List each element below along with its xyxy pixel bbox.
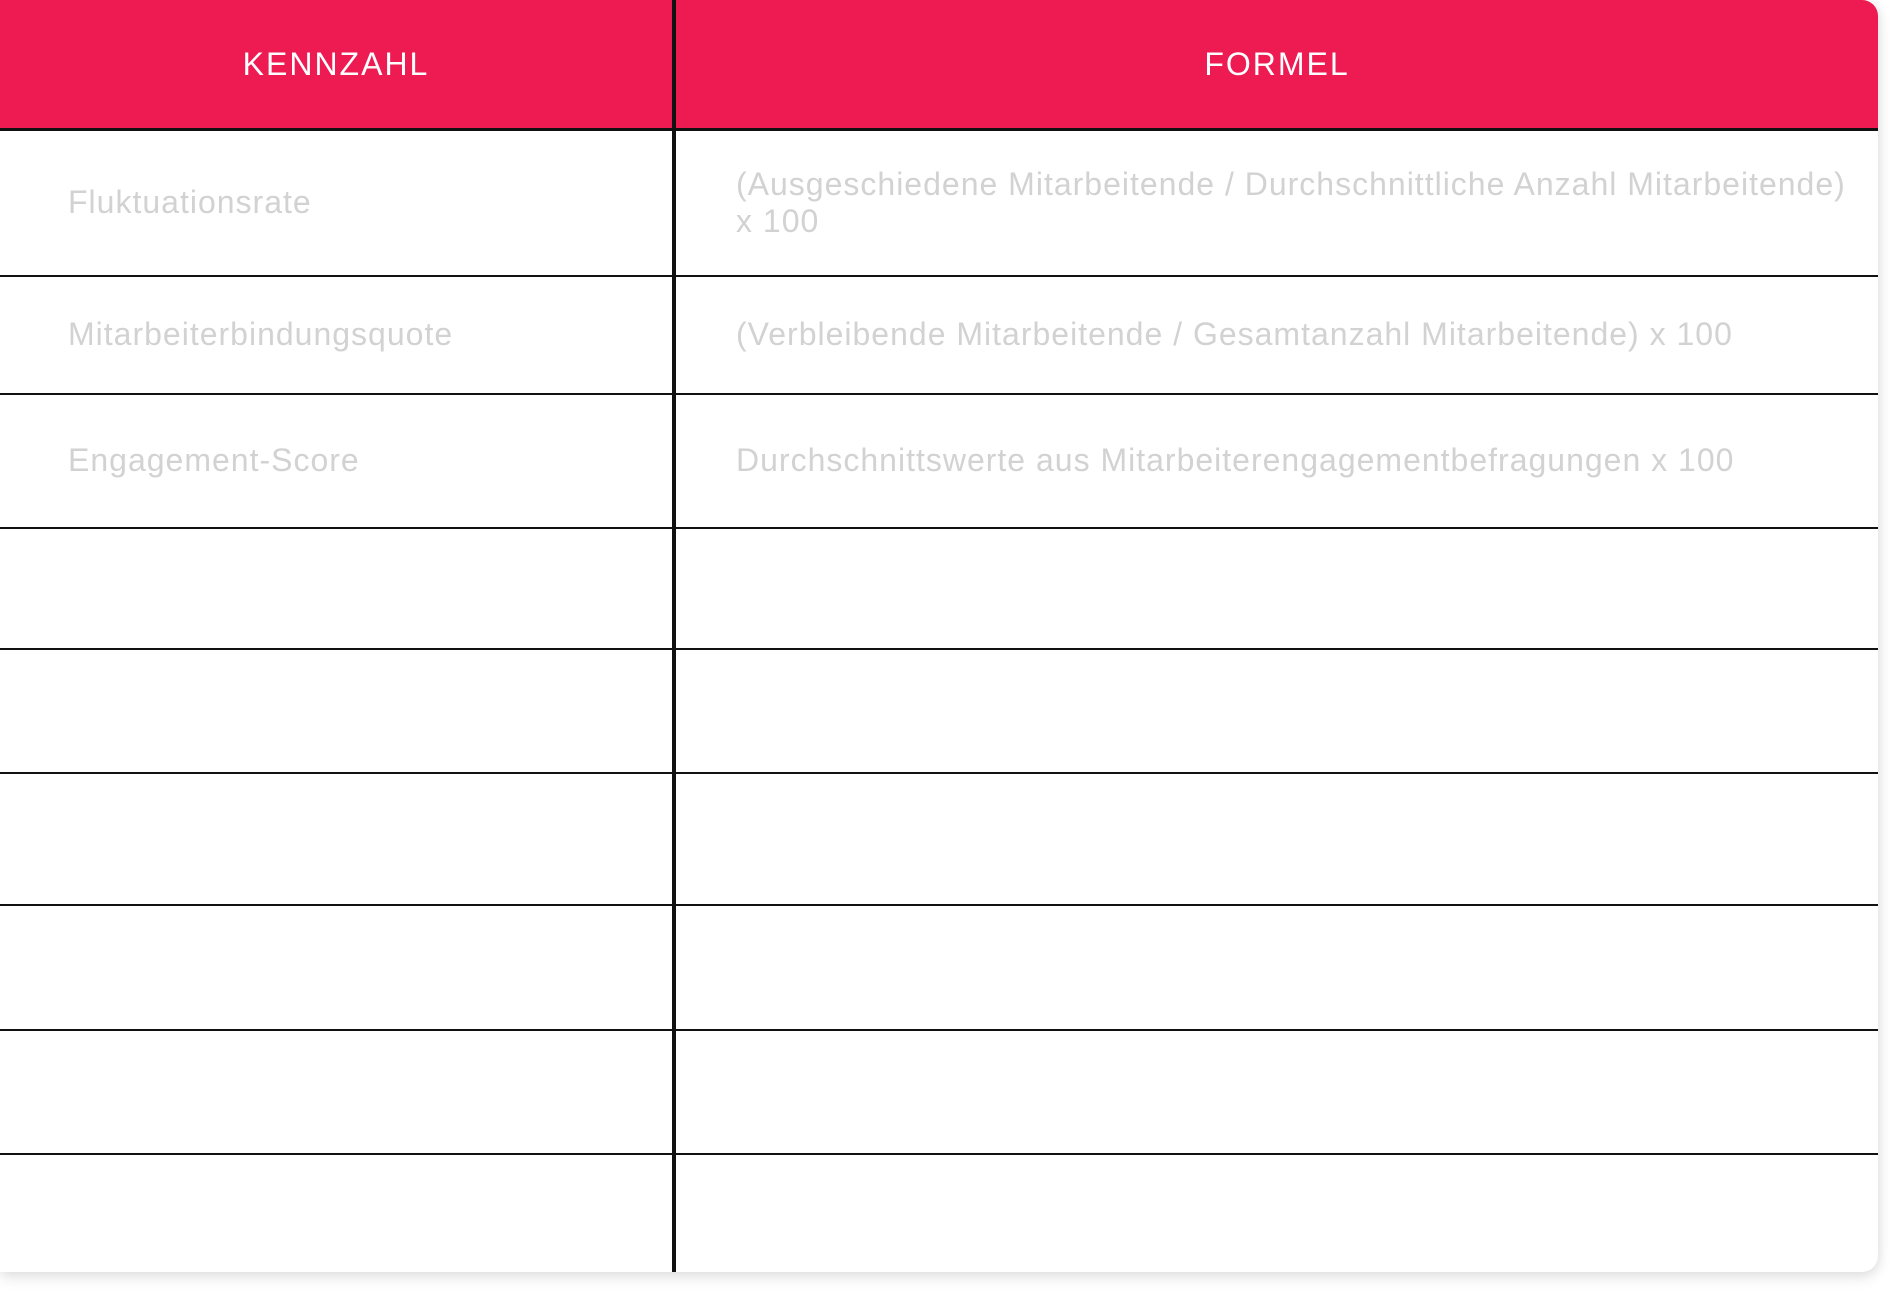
table-row — [0, 394, 1878, 528]
formel-cell: Durchschnittswerte aus Mitarbeiterengagementbefragungen x 100 — [674, 394, 1878, 528]
formel-cell — [674, 1154, 1878, 1273]
table-row — [0, 528, 1878, 649]
formel-cell: (Verbleibende Mitarbeitende / Gesamtanzahl Mitarbeitende) x 100 — [674, 276, 1878, 394]
table-row — [0, 773, 1878, 905]
kennzahl-cell: Engagement-Score — [0, 394, 674, 528]
kennzahl-cell — [0, 905, 674, 1030]
formel-cell: (Ausgeschiedene Mitarbeitende / Durchschnittliche Anzahl Mitarbeitende) x 100 — [674, 130, 1878, 276]
formel-cell — [674, 905, 1878, 1030]
formel-cell — [674, 773, 1878, 905]
table-header-row — [0, 0, 1878, 130]
table-row — [0, 276, 1878, 394]
table-row — [0, 905, 1878, 1030]
table-row — [0, 130, 1878, 276]
kennzahl-cell — [0, 649, 674, 773]
table-row — [0, 1030, 1878, 1154]
column-header-kennzahl: KENNZAHL — [0, 0, 674, 130]
formel-cell — [674, 649, 1878, 773]
kennzahl-cell — [0, 1154, 674, 1273]
kennzahl-cell: Mitarbeiterbindungsquote — [0, 276, 674, 394]
kennzahl-cell — [0, 1030, 674, 1154]
table-row — [0, 649, 1878, 773]
kennzahl-cell: Fluktuationsrate — [0, 130, 674, 276]
kennzahl-cell — [0, 773, 674, 905]
formel-cell — [674, 1030, 1878, 1154]
formel-cell — [674, 528, 1878, 649]
column-header-formel: FORMEL — [674, 0, 1878, 130]
table-row — [0, 1154, 1878, 1273]
kennzahl-cell — [0, 528, 674, 649]
